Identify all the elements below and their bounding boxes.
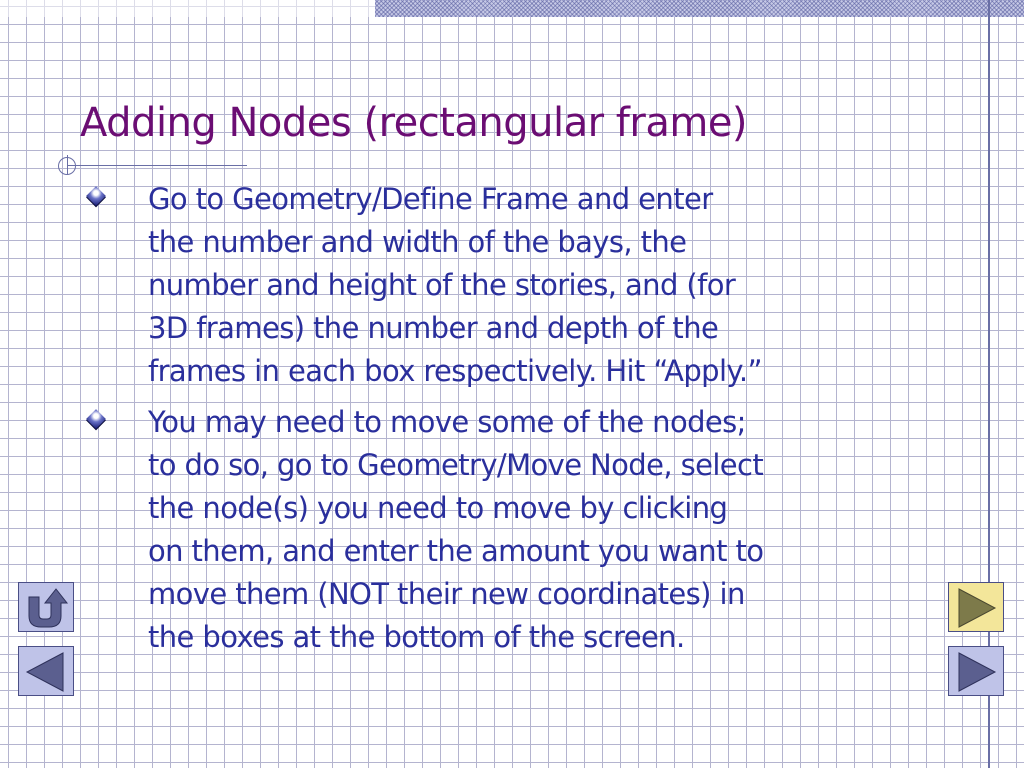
- bullet-line: frames in each box respectively. Hit “Apply.”: [148, 354, 762, 388]
- bullet-line: the boxes at the bottom of the screen.: [148, 620, 685, 654]
- bullet-line: the number and width of the bays, the: [148, 225, 687, 259]
- bullet-item: [84, 401, 944, 659]
- return-icon: [19, 583, 75, 633]
- next-button-highlighted[interactable]: [948, 582, 1004, 632]
- triangle-right-icon: [949, 647, 1005, 697]
- triangle-right-icon: [949, 583, 1005, 633]
- bullet-line: the node(s) you need to move by clicking: [148, 491, 728, 525]
- decorative-hatch-band: [375, 0, 1024, 17]
- diamond-bullet-icon: [86, 186, 106, 206]
- bullet-text: [148, 401, 944, 659]
- slide-title: Adding Nodes (rectangular frame): [80, 100, 748, 146]
- previous-button[interactable]: [18, 646, 74, 696]
- diamond-bullet-icon: [86, 409, 106, 429]
- bullet-line: Go to Geometry/Define Frame and enter: [148, 182, 713, 216]
- triangle-left-icon: [19, 647, 75, 697]
- bullet-line: to do so, go to Geometry/Move Node, select: [148, 448, 764, 482]
- bullet-line: You may need to move some of the nodes;: [148, 405, 746, 439]
- return-button[interactable]: [18, 582, 74, 632]
- bullet-line: on them, and enter the amount you want to: [148, 534, 764, 568]
- bullet-line: 3D frames) the number and depth of the: [148, 311, 719, 345]
- bullet-text: [148, 178, 944, 393]
- decorative-horizontal-rule: [67, 165, 247, 166]
- bullet-item: [84, 178, 944, 393]
- next-button[interactable]: [948, 646, 1004, 696]
- decorative-circle: [58, 157, 76, 175]
- bullet-list: [84, 178, 944, 667]
- bullet-line: move them (NOT their new coordinates) in: [148, 577, 745, 611]
- bullet-line: number and height of the stories, and (for: [148, 268, 736, 302]
